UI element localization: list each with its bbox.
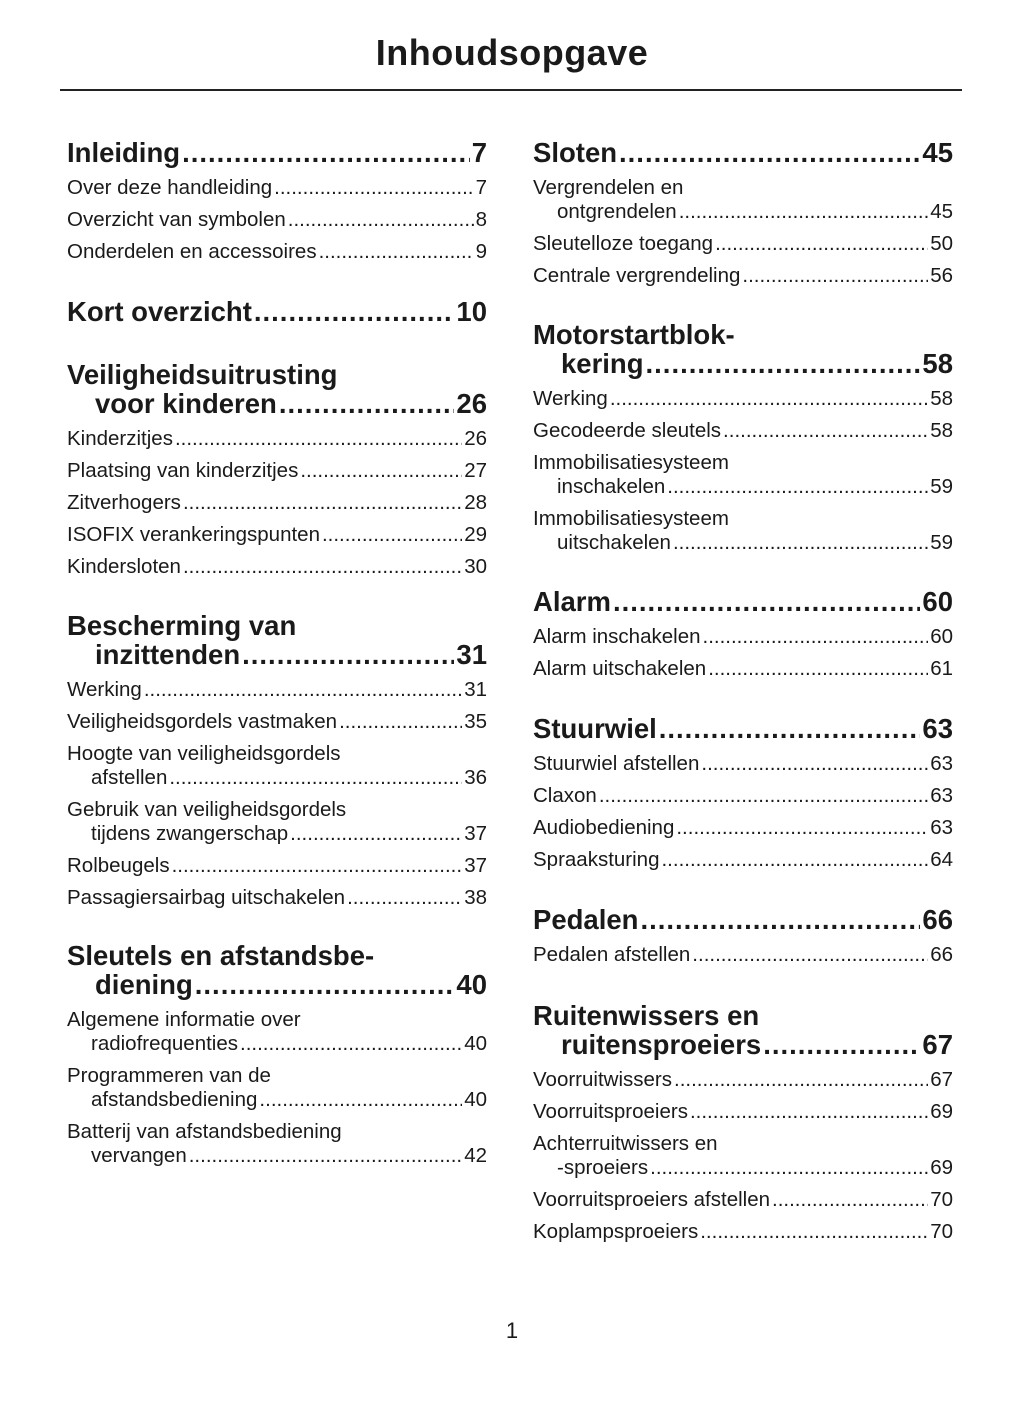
chapter-page-number: 58 [922, 348, 953, 379]
dot-leader [742, 264, 928, 288]
toc-entry[interactable] [67, 491, 487, 515]
entry-page-number: 26 [464, 427, 487, 450]
chapter-heading[interactable] [67, 138, 487, 167]
toc-entry[interactable] [533, 1188, 953, 1212]
chapter-title: Sleutels en afstandsbe- [67, 940, 375, 971]
chapter-title: Inleiding [67, 137, 181, 168]
toc-entry[interactable] [533, 1132, 953, 1180]
entry-title: Algemene informatie over [67, 1008, 301, 1031]
entry-title: vervangen [91, 1144, 187, 1167]
dot-leader [195, 970, 455, 999]
dot-leader [259, 1088, 462, 1112]
dot-leader [300, 459, 462, 483]
dot-leader [189, 1144, 462, 1168]
entry-title: Batterij van afstandsbediening [67, 1120, 342, 1143]
toc-entry[interactable] [533, 1068, 953, 1092]
dot-leader [279, 389, 455, 418]
entry-page-number: 31 [464, 678, 487, 701]
entry-title: Gecodeerde sleutels [533, 419, 722, 442]
entry-page-number: 8 [475, 208, 487, 231]
entry-list [67, 176, 487, 264]
chapter-page-number: 31 [456, 639, 487, 670]
entry-title: Alarm uitschakelen [533, 657, 707, 680]
dot-leader [613, 587, 920, 616]
toc-chapter [533, 714, 953, 872]
entry-page-number: 27 [464, 459, 487, 482]
entry-title: Werking [67, 678, 142, 701]
dot-leader [290, 822, 462, 846]
entry-list [533, 625, 953, 681]
entry-title: Koplampsproeiers [533, 1220, 699, 1243]
dot-leader [701, 752, 928, 776]
chapter-title: voor kinderen [95, 388, 277, 419]
chapter-title: ruitensproeiers [561, 1029, 762, 1060]
entry-page-number: 40 [464, 1088, 487, 1111]
toc-entry[interactable] [67, 1008, 487, 1056]
entry-page-number: 35 [464, 710, 487, 733]
dot-leader [646, 349, 921, 378]
toc-entry[interactable] [67, 1120, 487, 1168]
chapter-heading[interactable] [67, 297, 487, 326]
dot-leader [288, 208, 474, 232]
toc-entry[interactable] [533, 232, 953, 256]
entry-page-number: 42 [464, 1144, 487, 1167]
entry-title: afstellen [91, 766, 168, 789]
chapter-page-number: 66 [922, 904, 953, 935]
entry-title: Pedalen afstellen [533, 943, 691, 966]
chapter-title: diening [95, 969, 193, 1000]
entry-title: Rolbeugels [67, 854, 170, 877]
dot-leader [610, 387, 928, 411]
entry-page-number: 58 [930, 387, 953, 410]
chapter-heading[interactable] [533, 714, 953, 743]
chapter-heading[interactable] [533, 1001, 953, 1059]
entry-list [67, 1008, 487, 1168]
chapter-page-number: 45 [922, 137, 953, 168]
page-number: 1 [505, 1318, 519, 1343]
dot-leader [700, 1220, 928, 1244]
dot-leader [319, 240, 474, 264]
dot-leader [715, 232, 928, 256]
toc-entry[interactable] [533, 784, 953, 808]
chapter-title: Veiligheidsuitrusting [67, 359, 338, 390]
toc-entry[interactable] [533, 451, 953, 499]
entry-title: Stuurwiel afstellen [533, 752, 700, 775]
entry-page-number: 60 [930, 625, 953, 648]
dot-leader [703, 625, 929, 649]
entry-page-number: 30 [464, 555, 487, 578]
toc-entry[interactable] [533, 752, 953, 776]
chapter-title: kering [561, 348, 644, 379]
entry-title: Kinderzitjes [67, 427, 173, 450]
entry-page-number: 67 [930, 1068, 953, 1091]
entry-title: Achterruitwissers en [533, 1132, 718, 1155]
entry-title: Zitverhogers [67, 491, 181, 514]
entry-page-number: 63 [930, 752, 953, 775]
dot-leader [240, 1032, 462, 1056]
entry-title: tijdens zwangerschap [91, 822, 289, 845]
chapter-title: Sloten [533, 137, 618, 168]
entry-title: ontgrendelen [557, 200, 677, 223]
toc-entry[interactable] [67, 854, 487, 878]
entry-title: Gebruik van veiligheidsgordels [67, 798, 347, 821]
toc-entry[interactable] [67, 427, 487, 451]
entry-page-number: 58 [930, 419, 953, 442]
dot-leader [690, 1100, 928, 1124]
entry-title: Voorruitwissers [533, 1068, 672, 1091]
toc-entry[interactable] [533, 1100, 953, 1124]
chapter-title: Motorstartblok- [533, 319, 735, 350]
entry-title: Veiligheidsgordels vastmaken [67, 710, 338, 733]
chapter-page-number: 67 [922, 1029, 953, 1060]
entry-list [533, 943, 953, 967]
chapter-page-number: 10 [456, 296, 487, 327]
chapter-heading[interactable] [67, 611, 487, 669]
entry-page-number: 56 [930, 264, 953, 287]
toc-entry[interactable] [67, 176, 487, 200]
dot-leader [667, 475, 928, 499]
entry-page-number: 61 [930, 657, 953, 680]
entry-list [533, 176, 953, 288]
entry-page-number: 69 [930, 1156, 953, 1179]
toc-chapter [67, 611, 487, 910]
chapter-title: inzittenden [95, 639, 241, 670]
entry-title: Claxon [533, 784, 597, 807]
title-divider [60, 89, 962, 91]
entry-page-number: 59 [930, 475, 953, 498]
toc-entry[interactable] [67, 555, 487, 579]
chapter-title: Pedalen [533, 904, 639, 935]
dot-leader [772, 1188, 928, 1212]
chapter-heading[interactable] [67, 941, 487, 999]
entry-title: Audiobediening [533, 816, 675, 839]
toc-chapter [533, 320, 953, 555]
entry-page-number: 70 [930, 1220, 953, 1243]
entry-page-number: 66 [930, 943, 953, 966]
chapter-page-number: 26 [456, 388, 487, 419]
entry-page-number: 38 [464, 886, 487, 909]
toc-entry[interactable] [533, 176, 953, 224]
toc-entry[interactable] [533, 816, 953, 840]
entry-page-number: 45 [930, 200, 953, 223]
entry-title: radiofrequenties [91, 1032, 239, 1055]
dot-leader [183, 555, 462, 579]
entry-page-number: 37 [464, 822, 487, 845]
entry-page-number: 69 [930, 1100, 953, 1123]
entry-page-number: 50 [930, 232, 953, 255]
toc-chapter [67, 941, 487, 1168]
entry-title: Vergrendelen en [533, 176, 684, 199]
toc-entry[interactable] [67, 742, 487, 790]
toc-entry[interactable] [533, 507, 953, 555]
dot-leader [254, 297, 455, 326]
chapter-title: Kort overzicht [67, 296, 252, 327]
toc-entry[interactable] [67, 710, 487, 734]
dot-leader [723, 419, 928, 443]
chapter-heading[interactable] [533, 905, 953, 934]
entry-title: Overzicht van symbolen [67, 208, 286, 231]
entry-list [533, 752, 953, 872]
dot-leader [763, 1030, 920, 1059]
entry-title: Immobilisatiesysteem [533, 451, 729, 474]
dot-leader [169, 766, 462, 790]
dot-leader [183, 491, 462, 515]
entry-page-number: 9 [475, 240, 487, 263]
chapter-heading[interactable] [533, 320, 953, 378]
entry-title: afstandsbediening [91, 1088, 258, 1111]
entry-page-number: 7 [475, 176, 487, 199]
chapter-heading[interactable] [533, 138, 953, 167]
entry-page-number: 63 [930, 816, 953, 839]
dot-leader [274, 176, 473, 200]
entry-title: -sproeiers [557, 1156, 649, 1179]
dot-leader [708, 657, 928, 681]
entry-title: Passagiersairbag uitschakelen [67, 886, 346, 909]
dot-leader [676, 816, 928, 840]
entry-title: Programmeren van de [67, 1064, 271, 1087]
entry-page-number: 59 [930, 531, 953, 554]
chapter-title: Alarm [533, 586, 611, 617]
entry-title: Spraaksturing [533, 848, 660, 871]
entry-title: Hoogte van veiligheidsgordels [67, 742, 341, 765]
entry-title: Alarm inschakelen [533, 625, 701, 648]
toc-entry[interactable] [67, 1064, 487, 1112]
toc-chapter [67, 360, 487, 579]
chapter-page-number: 60 [922, 586, 953, 617]
dot-leader [242, 640, 454, 669]
entry-list [533, 1068, 953, 1244]
entry-title: Sleutelloze toegang [533, 232, 714, 255]
toc-entry[interactable] [533, 657, 953, 681]
toc-entry[interactable] [67, 798, 487, 846]
dot-leader [679, 200, 929, 224]
entry-list [533, 387, 953, 555]
toc-chapter [533, 587, 953, 681]
toc-entry[interactable] [533, 943, 953, 967]
toc-entry[interactable] [67, 459, 487, 483]
dot-leader [175, 427, 462, 451]
dot-leader [692, 943, 928, 967]
chapter-page-number: 63 [922, 713, 953, 744]
dot-leader [144, 678, 462, 702]
chapter-page-number: 40 [456, 969, 487, 1000]
chapter-page-number: 7 [471, 137, 487, 168]
entry-title: Voorruitsproeiers [533, 1100, 688, 1123]
dot-leader [659, 714, 921, 743]
toc-entry[interactable] [533, 419, 953, 443]
entry-title: Over deze handleiding [67, 176, 273, 199]
entry-page-number: 29 [464, 523, 487, 546]
toc-chapter [67, 138, 487, 264]
page-title: Inhoudsopgave [375, 32, 649, 73]
dot-leader [339, 710, 462, 734]
entry-title: uitschakelen [557, 531, 671, 554]
entry-title: inschakelen [557, 475, 666, 498]
entry-page-number: 63 [930, 784, 953, 807]
entry-page-number: 37 [464, 854, 487, 877]
entry-title: Voorruitsproeiers afstellen [533, 1188, 771, 1211]
entry-page-number: 28 [464, 491, 487, 514]
chapter-heading[interactable] [67, 360, 487, 418]
toc-chapter [533, 1001, 953, 1244]
dot-leader [172, 854, 463, 878]
dot-leader [674, 1068, 928, 1092]
dot-leader [650, 1156, 928, 1180]
dot-leader [182, 138, 470, 167]
entry-title: ISOFIX verankeringspunten [67, 523, 320, 546]
toc-chapter [533, 138, 953, 288]
dot-leader [661, 848, 928, 872]
dot-leader [640, 905, 920, 934]
toc-entry[interactable] [67, 678, 487, 702]
toc-entry[interactable] [533, 1220, 953, 1244]
entry-page-number: 40 [464, 1032, 487, 1055]
entry-title: Centrale vergrendeling [533, 264, 741, 287]
dot-leader [322, 523, 462, 547]
dot-leader [347, 886, 462, 910]
dot-leader [619, 138, 920, 167]
entry-list [67, 678, 487, 910]
chapter-title: Bescherming van [67, 610, 297, 641]
toc-chapter [533, 905, 953, 967]
toc-entry[interactable] [533, 264, 953, 288]
entry-title: Werking [533, 387, 608, 410]
chapter-title: Ruitenwissers en [533, 1000, 760, 1031]
entry-page-number: 36 [464, 766, 487, 789]
entry-title: Onderdelen en accessoires [67, 240, 317, 263]
dot-leader [673, 531, 928, 555]
toc-entry[interactable] [533, 625, 953, 649]
toc-chapter [67, 297, 487, 326]
entry-title: Kindersloten [67, 555, 181, 578]
toc-entry[interactable] [67, 886, 487, 910]
entry-title: Plaatsing van kinderzitjes [67, 459, 299, 482]
toc-entry[interactable] [67, 240, 487, 264]
entry-page-number: 64 [930, 848, 953, 871]
chapter-title: Stuurwiel [533, 713, 657, 744]
toc-entry[interactable] [533, 387, 953, 411]
toc-entry[interactable] [533, 848, 953, 872]
entry-page-number: 70 [930, 1188, 953, 1211]
dot-leader [599, 784, 928, 808]
entry-title: Immobilisatiesysteem [533, 507, 729, 530]
toc-entry[interactable] [67, 523, 487, 547]
entry-list [67, 427, 487, 579]
toc-entry[interactable] [67, 208, 487, 232]
chapter-heading[interactable] [533, 587, 953, 616]
